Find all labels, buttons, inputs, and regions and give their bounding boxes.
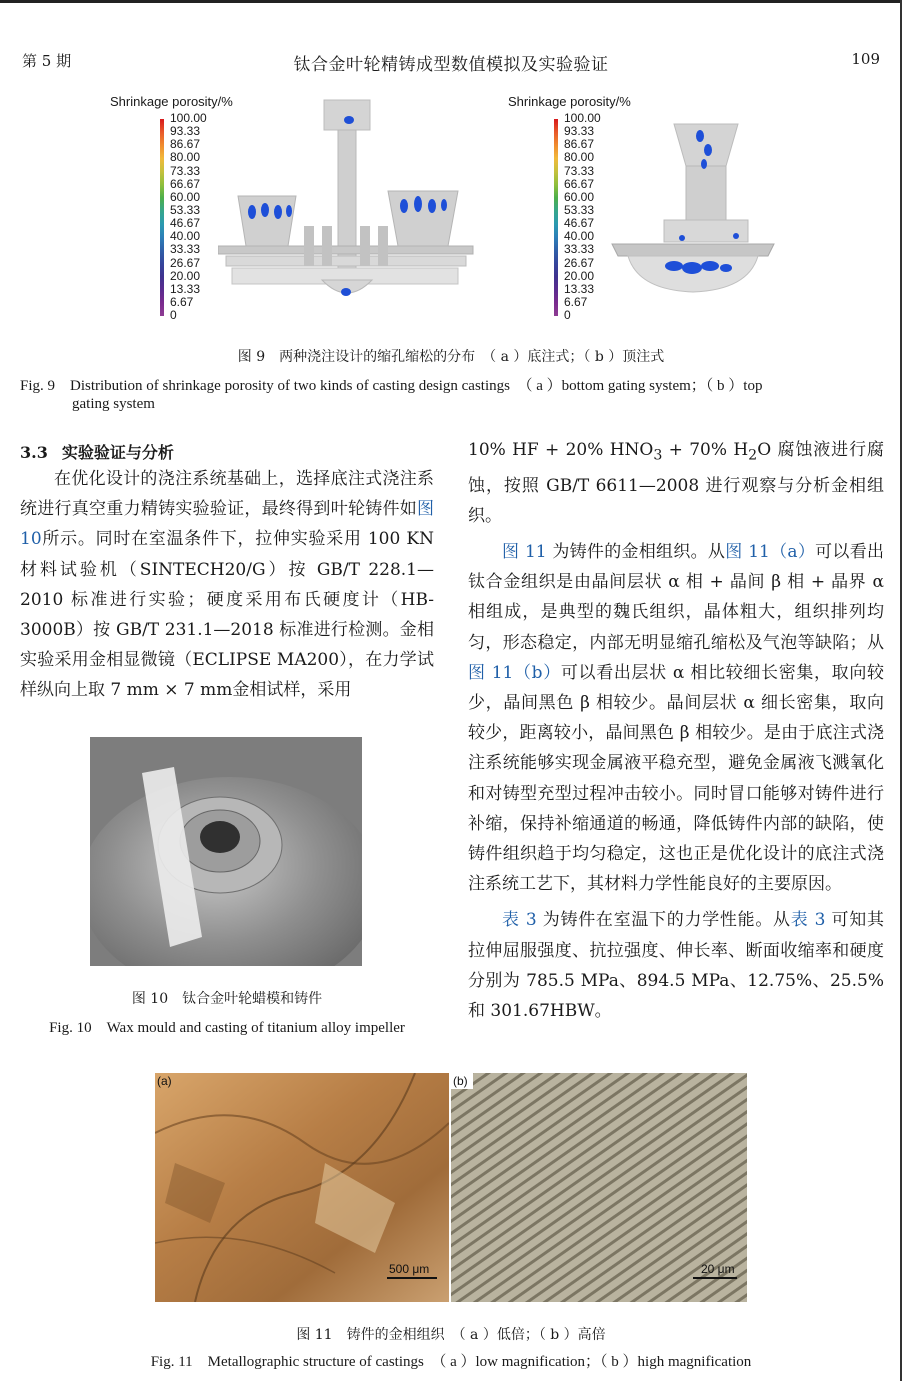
header-rule	[0, 0, 902, 3]
legend-tick-label: 80.00	[564, 150, 595, 165]
legend-tick-label: 13.33	[564, 281, 595, 296]
figure9-caption-en-line2: gating system	[72, 396, 155, 412]
figure-11-link[interactable]: 图 11	[502, 542, 547, 562]
text-run: O 腐蚀液进行腐蚀，按照 GB/T 6611—2008 进行观察与分析金相组织。	[468, 440, 885, 526]
legend-tick-label: 26.67	[564, 255, 595, 270]
running-title: 钛合金叶轮精铸成型数值模拟及实验验证	[293, 55, 609, 75]
legend-tick-label: 26.67	[170, 255, 201, 270]
legend-tick-label: 40.00	[564, 229, 595, 244]
figure11-caption-en: Fig. 11 Metallographic structure of castings （ a ）low magnification；（ b ）high magnification	[150, 1354, 752, 1370]
legend-tick-label: 86.67	[170, 137, 201, 152]
legend-tick-label: 100.00	[170, 111, 207, 125]
figure9-caption-cn: 图 9 两种浇注设计的缩孔缩松的分布 （ a ）底注式；（ b ）顶注式	[237, 349, 665, 365]
legend-tick-label: 6.67	[170, 294, 194, 309]
legend-tick-label: 73.33	[170, 163, 201, 178]
text-run: 为铸件的金相组织。从	[546, 542, 726, 562]
legend-tick-label: 6.67	[564, 294, 588, 309]
legend-tick-label: 100.00	[564, 111, 601, 125]
legend-ticks	[170, 112, 207, 322]
text-run: 所示。同时在室温条件下，拉伸实验采用 100 KN 材料试验机（SINTECH20/G）按 GB/T 228.1—2010 标准进行实验；硬度采用布氏硬度计（HB-3000B）按 GB/T 231.1—2018 标准进行检测。金相实验采用金相显微镜（ECLIPSE MA200），在力学试样纵向上取 7 mm × 7 mm金相试样，采用	[20, 529, 434, 701]
legend-colorbar	[160, 119, 164, 316]
page-number: 109	[851, 50, 880, 68]
micrograph-high-magnification	[451, 1073, 747, 1302]
figure10-caption-cn: 图 10 钛合金叶轮蜡模和铸件	[131, 991, 323, 1007]
subscript: 3	[653, 447, 663, 464]
legend-tick-label: 40.00	[170, 229, 201, 244]
text-run: + 70% H	[662, 440, 749, 460]
legend-tick-label: 13.33	[170, 281, 201, 296]
legend-tick-label: 93.33	[170, 124, 201, 139]
figure-11a-link[interactable]: 图 11（a）	[725, 542, 816, 562]
legend-ticks	[564, 112, 601, 322]
figure-11b-link[interactable]: 图 11（b）	[468, 662, 561, 683]
text-run: 可知其拉伸屈服强度、抗拉强度、伸长率、断面收缩率和硬度分别为 785.5 MPa、894.5 MPa、12.75%、25.5% 和 301.67HBW。	[468, 910, 884, 1022]
figure9-caption-en-line1: Fig. 9 Distribution of shrinkage porosity of two kinds of casting design castings （ a ）bottom gating system；（ b ）top	[20, 378, 763, 394]
legend-tick-label: 33.33	[170, 242, 201, 257]
section-number: 3.3	[20, 443, 48, 462]
legend-title: Shrinkage porosity/%	[508, 94, 631, 109]
legend-tick-label: 20.00	[170, 268, 201, 283]
legend-tick-label: 73.33	[564, 163, 595, 178]
panel-label-b: (b)	[453, 1074, 468, 1088]
legend-tick-label: 86.67	[564, 137, 595, 152]
text-run: 可以看出钛合金组织是由晶间层状 α 相 + 晶间 β 相 + 晶界 α 相组成，是典型的魏氏组织，晶体粗大，组织排列均匀，形态稳定，内部无明显缩孔缩松及气泡等缺陷；从	[468, 542, 885, 653]
legend-colorbar	[554, 119, 558, 316]
left-column-text	[20, 464, 434, 706]
figure9-panel-a	[110, 92, 480, 324]
paragraph	[468, 537, 884, 899]
legend-tick-label: 53.33	[564, 202, 595, 217]
legend-tick-label: 66.67	[170, 176, 201, 191]
legend-title: Shrinkage porosity/%	[110, 94, 233, 109]
legend-tick-label: 66.67	[564, 176, 595, 191]
scale-bar-label-a: 500 μm	[389, 1262, 430, 1276]
scale-bar-label-b: 20 μm	[701, 1262, 735, 1276]
text-run: 可以看出层状 α 相比较细长密集，取向较少，晶间黑色 β 相较少。晶间层状 α 细长密集，取向较少，距离较小，晶间黑色 β 相较少。是由于底注式浇注系统能够实现金属液平稳充型，避免金属液飞溅氧化和对铸型充型过程冲击较小。同时冒口能够对铸件进行补缩，保持补缩通道的畅通，降低铸件内部的缺陷，使铸件组织趋于均匀稳定，这也正是优化设计的底注式浇注系统工艺下，其材料力学性能良好的主要原因。	[468, 662, 884, 895]
table-3-link[interactable]: 表 3	[502, 910, 537, 931]
paragraph	[468, 435, 884, 531]
micrograph-low-magnification	[155, 1073, 449, 1302]
right-column-text	[468, 435, 884, 1026]
legend-tick-label: 46.67	[170, 216, 201, 231]
table-3-link[interactable]: 表 3	[790, 910, 826, 931]
figure10-caption-en: Fig. 10 Wax mould and casting of titanium alloy impeller	[49, 1020, 405, 1036]
legend-tick-label: 0	[170, 308, 177, 323]
issue-label: 第 5 期	[22, 52, 72, 70]
figure11-caption-cn: 图 11 铸件的金相组织 （ a ）低倍；（ b ）高倍	[296, 1327, 606, 1343]
impeller-photo	[90, 737, 362, 966]
legend-tick-label: 60.00	[170, 189, 201, 204]
bottom-gating-model	[218, 96, 478, 306]
legend-tick-label: 80.00	[170, 150, 201, 165]
top-gating-model	[608, 120, 778, 300]
legend-tick-label: 33.33	[564, 242, 595, 257]
text-run: 在优化设计的浇注系统基础上，选择底注式浇注系统进行真空重力精铸实验验证，最终得到叶轮铸件如	[20, 469, 434, 520]
section-title: 实验验证与分析	[61, 443, 174, 462]
legend-tick-label: 0	[564, 308, 571, 323]
legend-tick-label: 60.00	[564, 189, 595, 204]
legend-tick-label: 93.33	[564, 124, 595, 139]
legend-tick-label: 20.00	[564, 268, 595, 283]
text-run: 10% HF + 20% HNO	[468, 440, 654, 460]
paragraph	[20, 464, 434, 706]
text-run: 为铸件在室温下的力学性能。从	[536, 910, 791, 931]
figure-10-link[interactable]: 图 10	[20, 499, 434, 550]
legend-tick-label: 53.33	[170, 202, 201, 217]
subscript: 2	[748, 447, 758, 464]
figure9-panel-b	[508, 92, 778, 324]
panel-label-a: (a)	[157, 1074, 172, 1088]
legend-tick-label: 46.67	[564, 216, 595, 231]
paragraph	[468, 905, 884, 1026]
section-heading	[20, 440, 174, 463]
